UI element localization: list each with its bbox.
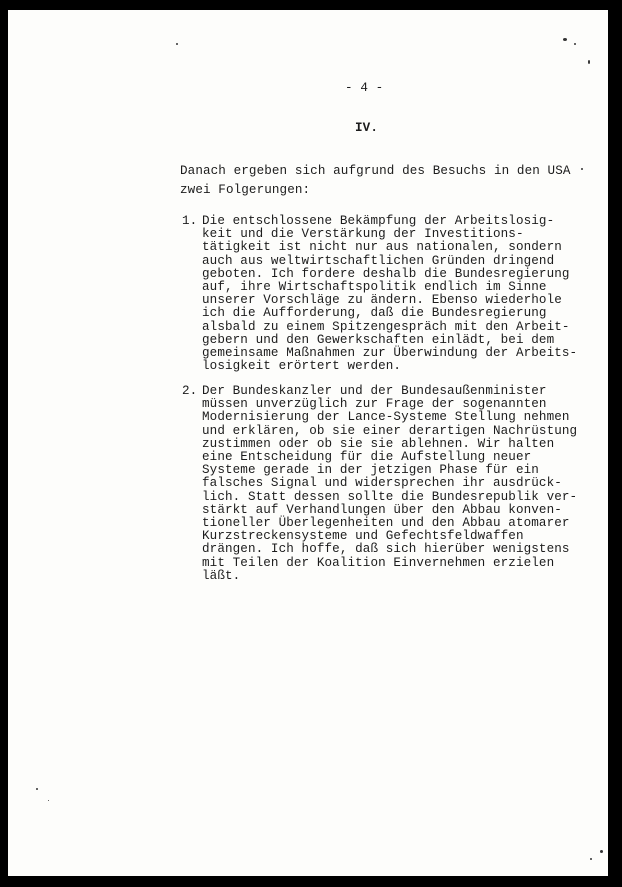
scan-speck [176,43,178,45]
item-line: zustimmen oder ob sie sie ablehnen. Wir halten [202,436,555,451]
scan-speck [563,38,567,41]
item-number: 1. [182,214,198,228]
item-line: Systeme gerade in der jetzigen Phase für ein [202,463,539,478]
item-line: stärkt auf Verhandlungen über den Abbau konven- [202,502,562,517]
item-line: Kurzstreckensysteme und Gefechtsfeldwaffen [202,529,524,544]
scan-speck [588,60,590,64]
item-line: gemeinsame Maßnahmen zur Überwindung der Arbeits- [202,346,578,361]
item-line: tioneller Überlegenheiten und den Abbau atomarer [202,516,570,531]
item-line: tätigkeit ist nicht nur aus nationalen, sondern [202,240,562,255]
scan-speck [581,168,583,170]
item-line: keit und die Verstärkung der Investitions- [202,227,524,242]
section-heading: IV. [355,121,378,135]
item-line: drängen. Ich hoffe, daß sich hierüber wenigstens [202,542,570,557]
item-line: auf, ihre Wirtschaftspolitik endlich im Sinne [202,280,547,295]
scan-speck [36,788,38,790]
item-text [202,385,577,583]
item-line: Der Bundeskanzler und der Bundesaußenminister [202,384,547,398]
document-page [8,10,608,876]
item-line: müssen unverzüglich zur Frage der sogenannten [202,397,547,412]
item-number: 2. [182,384,198,398]
item-line: lich. Statt dessen sollte die Bundesrepublik ver- [202,489,578,504]
item-line: eine Entscheidung für die Aufstellung neuer [202,450,532,465]
item-line: alsbald zu einem Spitzengespräch mit den Arbeit- [202,319,570,334]
intro-line: zwei Folgerungen: [180,183,311,197]
item-line: auch aus weltwirtschaftlichen Gründen dringend [202,253,555,268]
item-line: ich die Aufforderung, daß die Bundesregierung [202,306,547,321]
item-line: läßt. [202,568,241,583]
item-line: unserer Vorschläge zu ändern. Ebenso wiederhole [202,293,562,308]
item-line: geboten. Ich fordere deshalb die Bundesregierung [202,266,570,281]
item-line: Die entschlossene Bekämpfung der Arbeitslosig- [202,214,555,228]
item-line: gebern und den Gewerkschaften einlädt, bei dem [202,332,555,347]
scan-speck [590,858,592,860]
page-number: - 4 - [345,81,384,95]
item-text [202,215,577,373]
item-line: losigkeit erörtert werden. [202,359,402,374]
intro-line: Danach ergeben sich aufgrund des Besuchs in den USA [180,164,571,178]
item-line: mit Teilen der Koalition Einvernehmen erzielen [202,555,555,570]
scan-speck [574,43,576,45]
scan-speck [600,850,603,853]
item-line: und erklären, ob sie einer derartigen Nachrüstung [202,423,578,438]
item-line: falsches Signal und widersprechen ihr ausdrück- [202,476,562,491]
scan-speck [48,800,49,801]
intro-paragraph [180,162,571,200]
item-line: Modernisierung der Lance-Systeme Stellung nehmen [202,410,570,425]
